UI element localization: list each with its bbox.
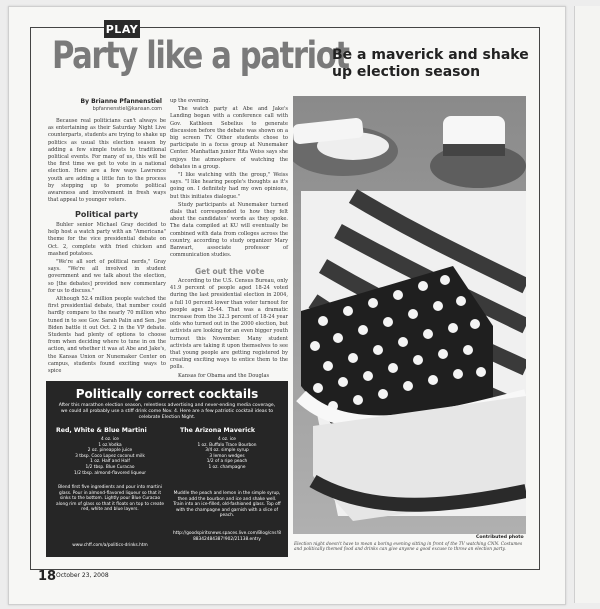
ingredient: 1/2 tbsp. almond-flavored liqueur (74, 470, 146, 476)
ingredient: 3 lemon wedges (209, 453, 245, 459)
paragraph: Although 52.4 million people watched the first presidential debate, that number could hardly compare to the nearly 70 million who tuned in to see Gov. Sarah Palin and Sen. Joe Biden battle it out Oct. 2 in the VP debate. Students had plenty of options to choose from when deciding where to tune in on the action, and whether it was at Abe and Jake's, the Kansas Union or Nunemaker Center on campus, students found exciting ways to spice (48, 296, 166, 375)
ingredient: 3/4 oz. simple syrup (205, 448, 249, 454)
ingredient: 3 tbsp. Coco Lopez coconut milk (75, 453, 145, 459)
ingredient: 2 oz. pineapple juice (87, 448, 133, 454)
ingredient: 1 oz. champagne (208, 464, 246, 470)
headline: Party like a patriot (52, 34, 349, 77)
paragraph: Buhler senior Michael Gray decided to help host a watch party with an "Americana" theme for the vice presidential debate on Oct. 2, complete with fried chicken and mashed potatoes. (48, 222, 166, 257)
section-tag: PLAY (104, 20, 140, 38)
drink-2-url: http://goodspiritsnews.spaces.live.com/Blog/cns!888342484387!902/21138.entry (173, 531, 281, 542)
drink-2-ingredients (172, 437, 282, 471)
page-number: 18 (38, 569, 57, 584)
paragraph: The watch party at Abe and Jake's Landing began with a conference call with Gov. Kathleen Sebelius to generate discussion before the debate was shown on a big screen TV. Other students chose to participate in a focus group at Nunemaker Center. Manhattan junior Rita Weiss says she enjoys the atmosphere of watching the debates in a group. (170, 106, 288, 170)
drink-1-ingredients (54, 437, 166, 476)
intro-paragraph: Because real politicians can't always be as entertaining as their Saturday Night Live counterparts, students are trying to shake up politics as usual this election season by adding a few simple twists to traditional political events. For many of us, this will be the first time we get to vote in a national election. Here are a few ways Lawrence youth are adding a little fun to the process by stepping up to promote political awareness and involvement in fresh ways that appeal to younger voters. (48, 118, 166, 204)
column-1-body (48, 222, 166, 376)
ingredient: 1 oz. Half and Half (90, 459, 130, 465)
cocktails-box (46, 381, 288, 557)
ingredient: 1 oz. Buffalo Trace Bourbon (197, 442, 257, 448)
ingredient: 1/2 of a ripe peach (206, 459, 248, 465)
column-2-body (170, 98, 288, 260)
flag-cake-illustration (293, 96, 526, 534)
paragraph: Study participants at Nunemaker turned dials that corresponded to how they felt about the candidates' words as they spoke. The data compiled at KU will eventually be combined with data from colleges across the country, according to study organizer Mary Banwart, associate professor of communication studies. (170, 201, 288, 259)
drink-1-url: www.chff.com/a/politics-drinks.htm (72, 543, 148, 548)
ingredient: 4 oz. ice (218, 437, 236, 442)
deck: Be a maverick and shake up election season (332, 47, 529, 80)
paragraph: Kansas for Obama and the Douglas (178, 372, 270, 379)
cocktails-title: Politically correct cocktails (75, 387, 259, 401)
paragraph: "We're all sort of political nerds," Gray says. "We're all involved in student government and we talk about the election, so [the debates] provided new commentary for us to discuss." (48, 259, 166, 294)
paragraph: "I like watching with the group," Weiss says. "I like hearing people's thoughts as it's going on. I definitely had my own opinions, but this initiates dialogue." (170, 172, 288, 200)
column-1-intro (48, 118, 166, 205)
subhead-get-out-the-vote: Get out the vote (195, 267, 265, 276)
author-email: bpfannenstiel@kansan.com (92, 106, 162, 112)
byline: By Brianne Pfannenstiel (80, 98, 162, 105)
paragraph: up the evening. (170, 98, 211, 104)
subhead-political-party: Political party (75, 210, 139, 219)
paragraph: According to the U.S. Census Bureau, only 41.9 percent of people aged 18-24 voted during the last presidential election in 2004, a full 10 percent lower than voter turnout for people ages 25-44. That was a dramatic increase from the 32.3 percent of 18-24 year olds who turned out in the 2000 election, but activists are looking for an even bigger youth turnout this November. Many student activists are taking it upon themselves to see that young people are getting registered by creating exciting ways to entice them to the polls. (170, 278, 288, 371)
drink-2-name: The Arizona Maverick (180, 427, 256, 434)
ingredient: 4 oz. ice (101, 437, 119, 442)
ingredient: 1/2 tbsp. Blue Curacao (85, 464, 135, 470)
adjacent-page-edge (574, 6, 600, 603)
column-2-body-cont (170, 278, 288, 381)
ingredient: 1 oz.Vodka (98, 442, 122, 448)
drink-1-directions: Blend first five ingredients and pour into martini glass. Pour in almond-flavored liqueur so that it sinks to the bottom. Lightly pour Blue Curacao along rim of glass so that it floats on top to create red, white and blue layers. (56, 485, 164, 513)
photo-caption: Election night doesn't have to mean a boring evening sitting in front of the TV watching CNN. Costumes and politically themed food and drinks can give anyone a good excuse to throw an election party. (294, 542, 523, 553)
drink-2-directions: Muddle the peach and lemon in the simple syrup, then add the bourbon and ice and shake well. Train into an ice-filled, old-fashioned glass. Top off with the champagne and garnish with a slice of peach. (173, 491, 281, 519)
cocktails-intro: After this marathon election season, relentless advertising and never-ending media coverage, we could all probably use a stiff drink come Nov. 4. Here are a few patriotic cocktail ideas to celebrate Election Night. (58, 403, 276, 420)
issue-date: October 23, 2008 (56, 572, 109, 579)
flag-cake-photo (293, 96, 526, 534)
drink-1-name: Red, White & Blue Martini (56, 427, 147, 434)
photo-credit: Contributed photo (476, 535, 524, 540)
